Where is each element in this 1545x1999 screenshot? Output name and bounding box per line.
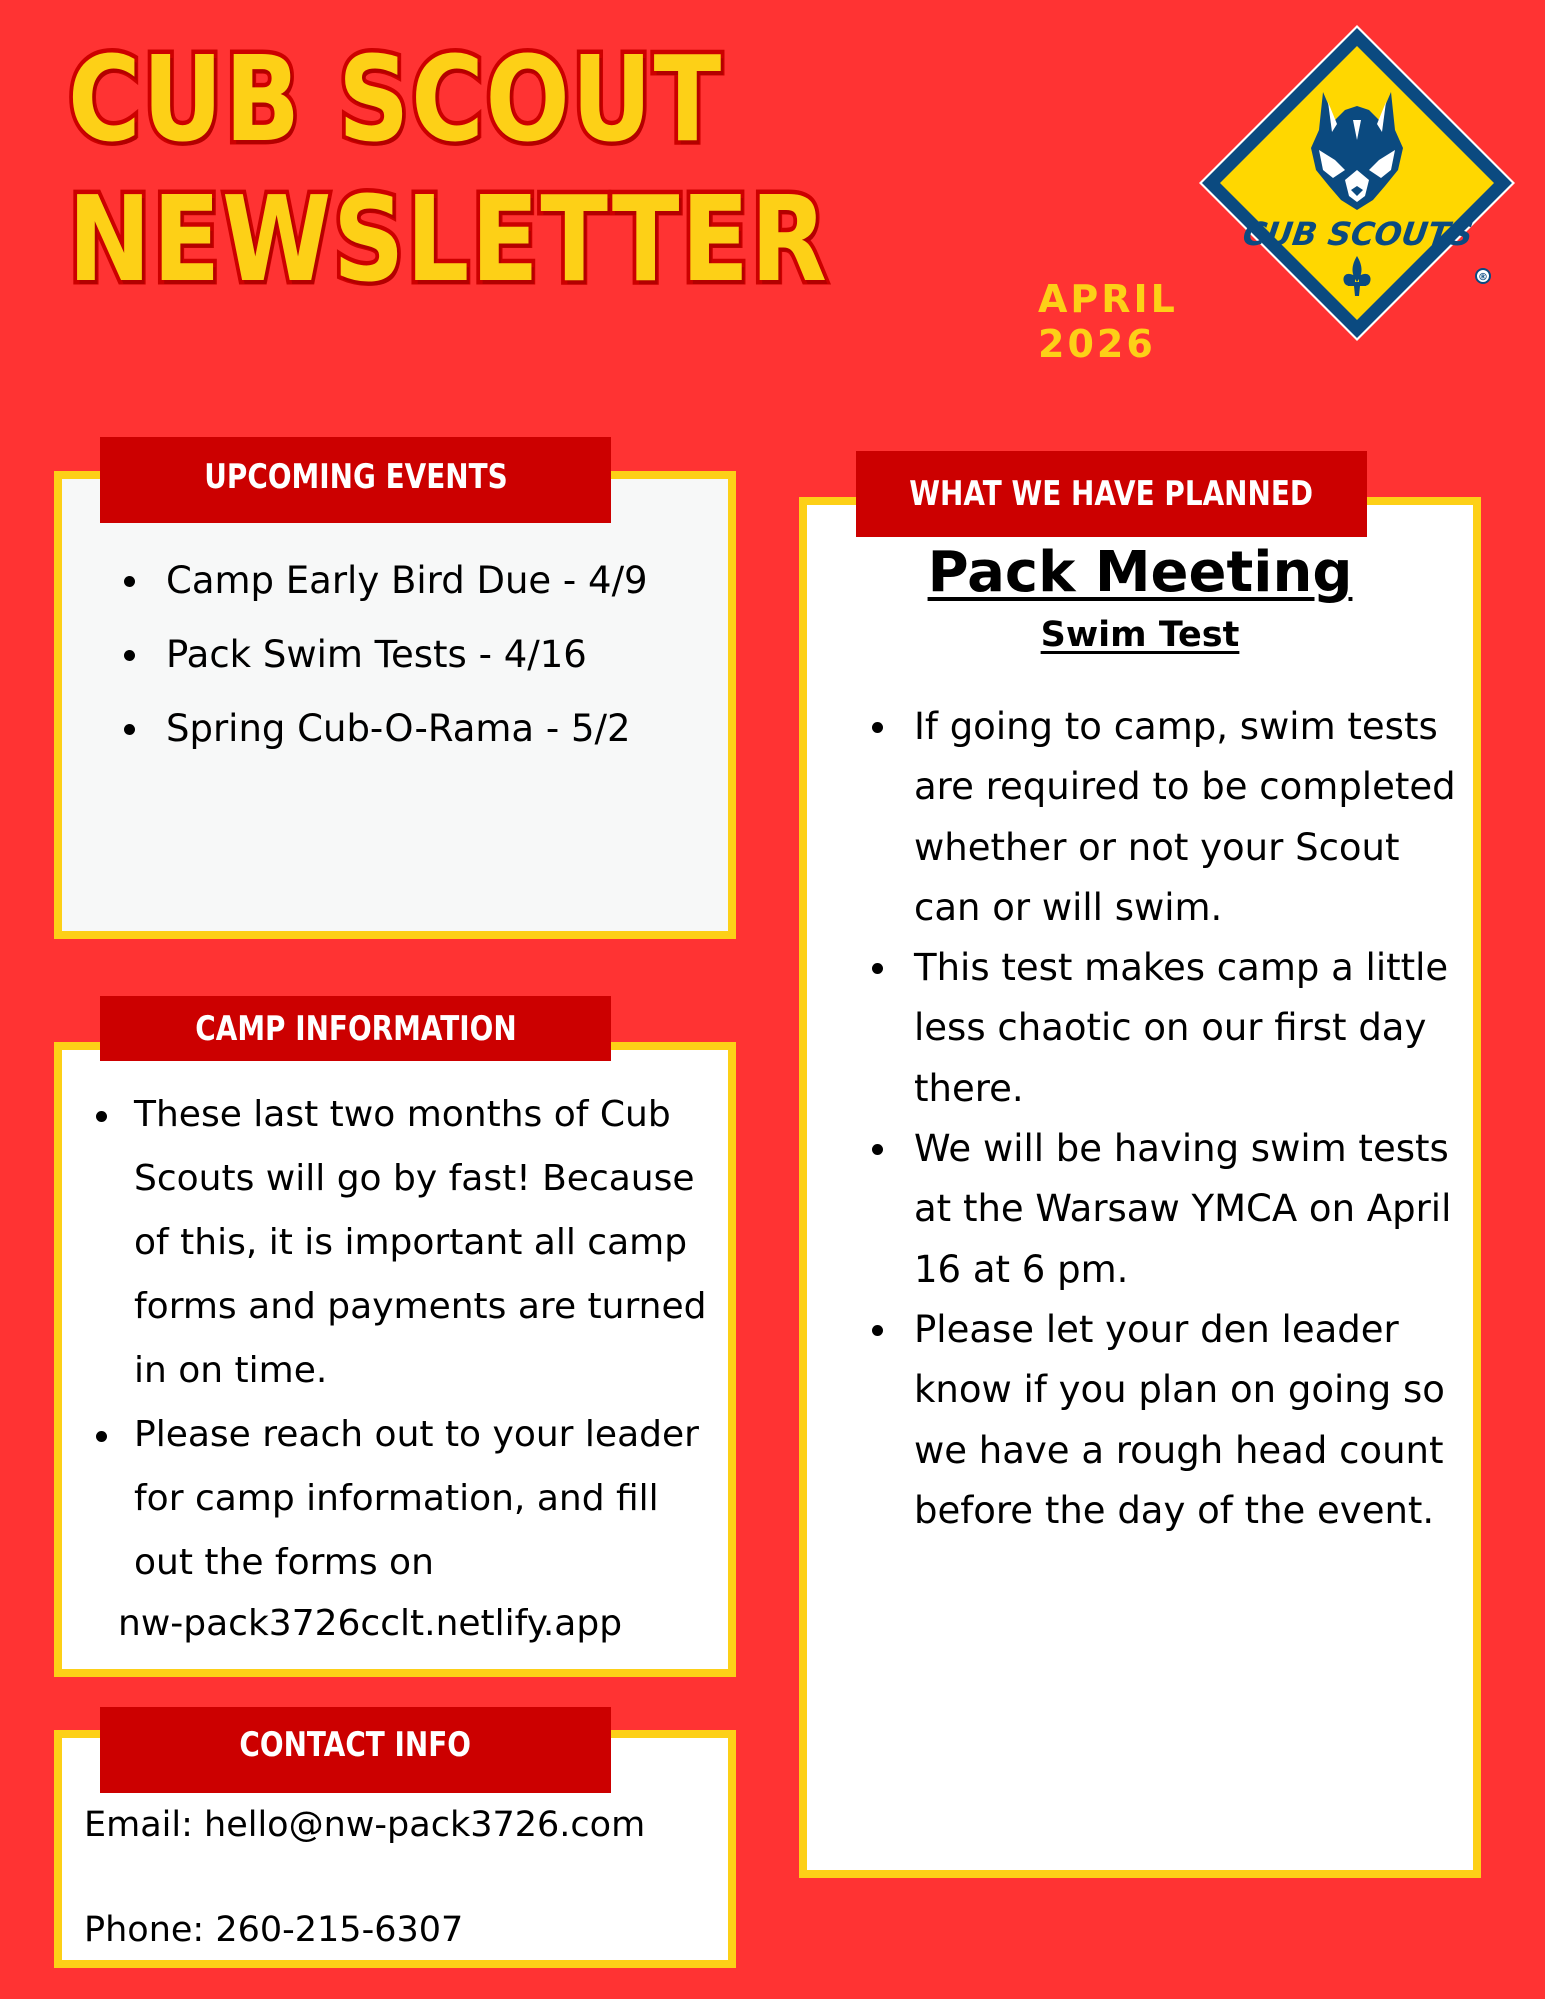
event-item: Camp Early Bird Due - 4/9 <box>112 544 648 618</box>
cub-scouts-logo-icon <box>1195 20 1520 345</box>
camp-information-heading <box>100 996 611 1061</box>
event-item: Spring Cub-O-Rama - 5/2 <box>112 692 648 766</box>
newsletter-title-line-2: NEWSLETTER <box>68 170 829 308</box>
upcoming-events-heading <box>100 437 611 523</box>
planned-item: We will be having swim tests at the Warsaw YMCA on April 16 at 6 pm. <box>860 1119 1460 1300</box>
contact-phone[interactable]: Phone: 260-215-6307 <box>84 1910 464 1950</box>
contact-info-heading-text: CONTACT INFO <box>239 1725 472 1765</box>
contact-info-heading <box>100 1707 611 1793</box>
issue-month: APRIL <box>1038 277 1178 321</box>
upcoming-events-list <box>112 544 648 766</box>
camp-forms-link[interactable]: nw-pack3726cclt.netlify.app <box>118 1603 623 1644</box>
newsletter-title-line-1: CUB SCOUT <box>68 30 723 168</box>
event-item: Pack Swim Tests - 4/16 <box>112 618 648 692</box>
camp-info-item: Please reach out to your leader for camp information, and fill out the forms on <box>82 1403 722 1595</box>
pack-meeting-title: Pack Meeting <box>927 540 1353 605</box>
what-we-have-planned-heading-text: WHAT WE HAVE PLANNED <box>909 474 1314 514</box>
planned-item: Please let your den leader know if you plan on going so we have a rough head count before the day of the event. <box>860 1300 1460 1541</box>
issue-year: 2026 <box>1038 322 1156 366</box>
pack-meeting-subtitle: Swim Test <box>1040 615 1240 655</box>
planned-item: This test makes camp a little less chaotic on our first day there. <box>860 938 1460 1119</box>
logo-text: CUB SCOUTS <box>1240 215 1476 253</box>
camp-information-heading-text: CAMP INFORMATION <box>194 1008 517 1049</box>
camp-information-list <box>82 1083 722 1595</box>
planned-details-list <box>860 697 1460 1541</box>
what-we-have-planned-heading <box>856 451 1367 537</box>
upcoming-events-heading-text: UPCOMING EVENTS <box>203 457 508 497</box>
camp-info-item: These last two months of Cub Scouts will go by fast! Because of this, it is important all camp forms and payments are turned in on time. <box>82 1083 722 1403</box>
registered-mark: ® <box>1478 272 1488 283</box>
planned-item: If going to camp, swim tests are required to be completed whether or not your Scout can or will swim. <box>860 697 1460 938</box>
contact-email[interactable]: Email: hello@nw-pack3726.com <box>84 1805 646 1845</box>
